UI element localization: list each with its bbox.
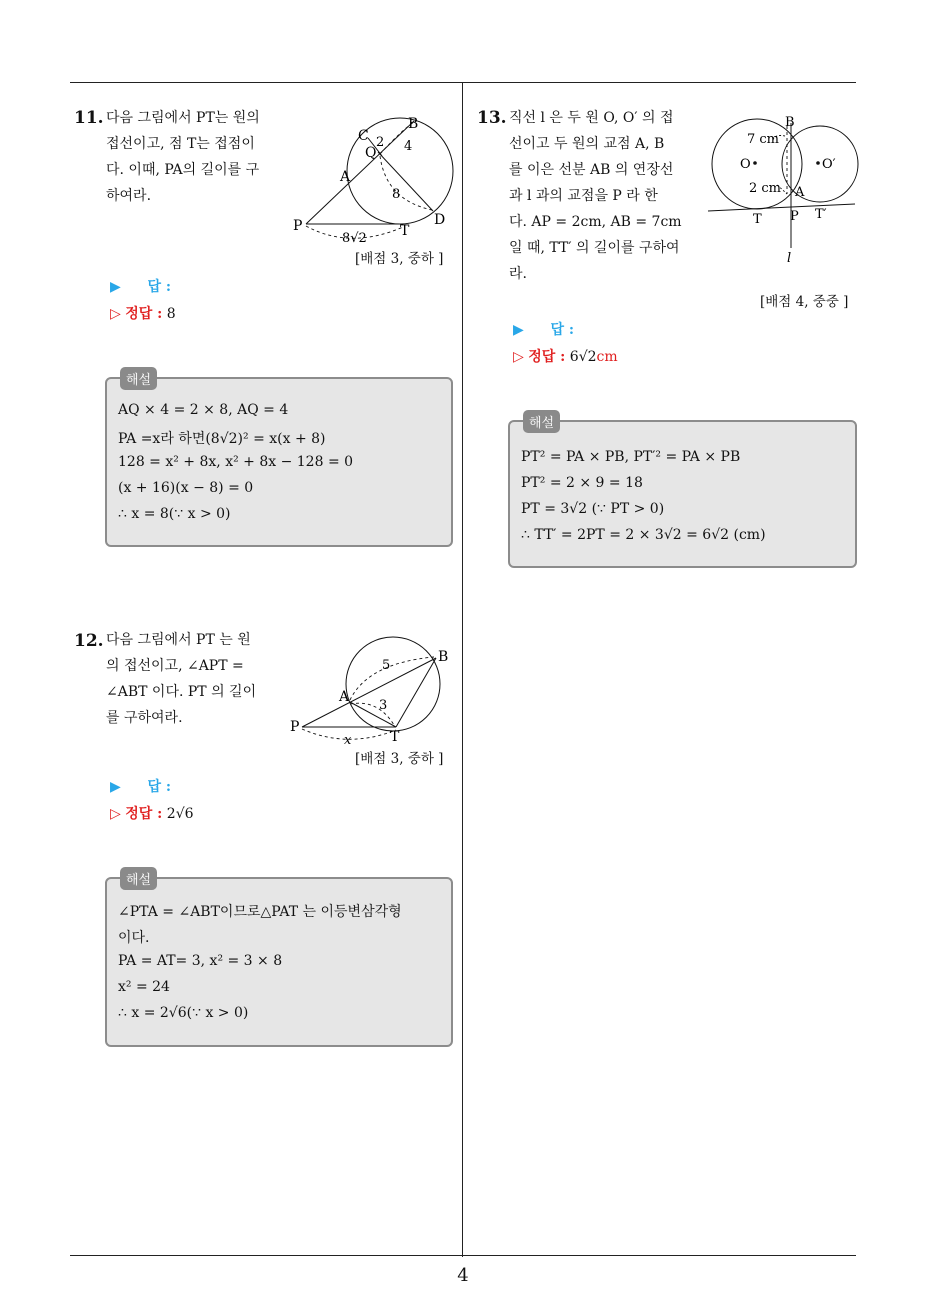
label-c: C: [358, 128, 369, 144]
footer-rule: [70, 1255, 856, 1256]
label-8root2: 8√2: [342, 231, 367, 246]
explanation-box: [508, 420, 857, 568]
label-t: T: [400, 223, 410, 239]
figure-11: [290, 110, 460, 250]
label-2: 2: [376, 135, 385, 150]
label-t: T: [390, 729, 400, 745]
center-o: [753, 161, 757, 165]
question-text: [106, 105, 276, 209]
explanation-tag: 해설: [120, 867, 157, 890]
question-line: 과 l 과의 교점을 P 라 한: [509, 188, 658, 204]
correct-label: 정답 :: [125, 306, 163, 322]
answer-row: [110, 776, 171, 796]
play-triangle-icon: ▶: [513, 322, 524, 338]
label-b: B: [438, 649, 449, 665]
question-line: 다음 그림에서 PT는 원의: [106, 110, 260, 126]
question-line: 직선 l 은 두 원 O, O′ 의 접: [509, 110, 674, 126]
play-triangle-icon: ▶: [110, 279, 121, 295]
label-l: l: [787, 251, 792, 266]
score-label: [배점 3, 중하 ]: [355, 751, 444, 767]
question-line: 를 이은 선분 AB 의 연장선: [509, 162, 674, 178]
label-4: 4: [404, 139, 413, 154]
correct-answer-row: [513, 346, 618, 366]
question-line: 다. AP = 2cm, AB = 7cm: [509, 214, 682, 230]
explanation-line: PA =x라 하면(8√2)² = x(x + 8): [118, 431, 326, 447]
label-b: B: [408, 116, 419, 132]
label-a: A: [339, 689, 350, 705]
outline-triangle-icon: ▷: [110, 306, 121, 322]
explanation-line: (x + 16)(x − 8) = 0: [118, 480, 254, 496]
question-line: ∠ABT 이다. PT 의 길이: [106, 684, 257, 700]
question-line: 의 접선이고, ∠APT =: [106, 658, 244, 674]
label-5: 5: [382, 658, 391, 673]
play-triangle-icon: ▶: [110, 779, 121, 795]
label-p: P: [290, 719, 300, 735]
outline-triangle-icon: ▷: [513, 349, 524, 365]
explanation-line: PT² = 2 × 9 = 18: [521, 475, 643, 491]
correct-value: 8: [166, 306, 176, 322]
explanation-line: ∴ x = 2√6(∵ x > 0): [118, 1005, 249, 1021]
figure-13: [705, 110, 860, 270]
center-o-prime: [816, 161, 820, 165]
label-a: A: [795, 185, 805, 200]
question-line: 라.: [509, 266, 527, 282]
question-line: 하여라.: [106, 188, 152, 204]
column-divider: [462, 82, 463, 1257]
question-line: 선이고 두 원의 교점 A, B: [509, 136, 665, 152]
label-q: Q: [365, 145, 377, 161]
answer-label: 답 :: [147, 779, 172, 795]
tangent-l: [708, 204, 855, 211]
correct-label: 정답 :: [125, 806, 163, 822]
question-line: 접선이고, 점 T는 접점이: [106, 136, 255, 152]
answer-row: [513, 319, 574, 339]
label-d: D: [434, 212, 446, 228]
label-t: T: [753, 212, 762, 227]
explanation-line: PT = 3√2 (∵ PT > 0): [521, 501, 665, 517]
answer-label: 답 :: [550, 322, 575, 338]
question-line: 다. 이때, PA의 길이를 구: [106, 162, 260, 178]
question-number: 11.: [74, 108, 104, 128]
question-number: 13.: [477, 108, 507, 128]
question-line: 다음 그림에서 PT 는 원: [106, 632, 251, 648]
explanation-line: 이다.: [118, 930, 150, 946]
header-rule: [70, 82, 856, 83]
label-a: A: [340, 169, 351, 185]
circle-o-prime: [782, 126, 858, 202]
explanation-line: PT² = PA × PB, PT′² = PA × PB: [521, 449, 741, 465]
outline-triangle-icon: ▷: [110, 806, 121, 822]
explanation-line: ∠PTA = ∠ABT이므로△PAT 는 이등변삼각형: [118, 904, 402, 920]
correct-value: 6√2: [569, 349, 597, 365]
label-8: 8: [392, 187, 401, 202]
explanation-line: PA = AT= 3, x² = 3 × 8: [118, 953, 283, 969]
label-o: O: [740, 157, 751, 172]
score-label: [배점 3, 중하 ]: [355, 251, 444, 267]
explanation-tag: 해설: [120, 367, 157, 390]
explanation-line: ∴ TT′ = 2PT = 2 × 3√2 = 6√2 (cm): [521, 527, 766, 543]
label-o-prime: O′: [822, 157, 836, 172]
correct-answer-row: [110, 303, 176, 323]
label-3: 3: [379, 698, 388, 713]
correct-unit: cm: [596, 349, 618, 365]
explanation-line: ∴ x = 8(∵ x > 0): [118, 506, 231, 522]
dash-ab: [350, 657, 434, 700]
question-text: [106, 627, 276, 731]
explanation-line: 128 = x² + 8x, x² + 8x − 128 = 0: [118, 454, 354, 470]
answer-label: 답 :: [147, 279, 172, 295]
circle: [346, 637, 440, 731]
question-line: 를 구하여라.: [106, 710, 183, 726]
figure-12: [288, 633, 458, 748]
label-p: P: [293, 218, 303, 234]
score-label: [배점 4, 중중 ]: [760, 294, 849, 310]
label-2cm: 2 cm: [749, 181, 782, 196]
correct-label: 정답 :: [528, 349, 566, 365]
correct-value: 2√6: [166, 806, 194, 822]
question-line: 일 때, TT′ 의 길이를 구하여: [509, 240, 680, 256]
label-p: P: [790, 209, 799, 224]
question-number: 12.: [74, 631, 104, 651]
label-t-prime: T′: [815, 207, 827, 222]
correct-answer-row: [110, 803, 194, 823]
label-b: B: [785, 115, 795, 130]
label-x: x: [344, 733, 352, 748]
answer-row: [110, 276, 171, 296]
question-text: [509, 105, 694, 287]
explanation-line: AQ × 4 = 2 × 8, AQ = 4: [118, 402, 289, 418]
page-number: 4: [457, 1265, 469, 1286]
label-7cm: 7 cm: [747, 132, 780, 147]
explanation-tag: 해설: [523, 410, 560, 433]
chord-qd: [378, 152, 433, 211]
explanation-line: x² = 24: [118, 979, 170, 995]
